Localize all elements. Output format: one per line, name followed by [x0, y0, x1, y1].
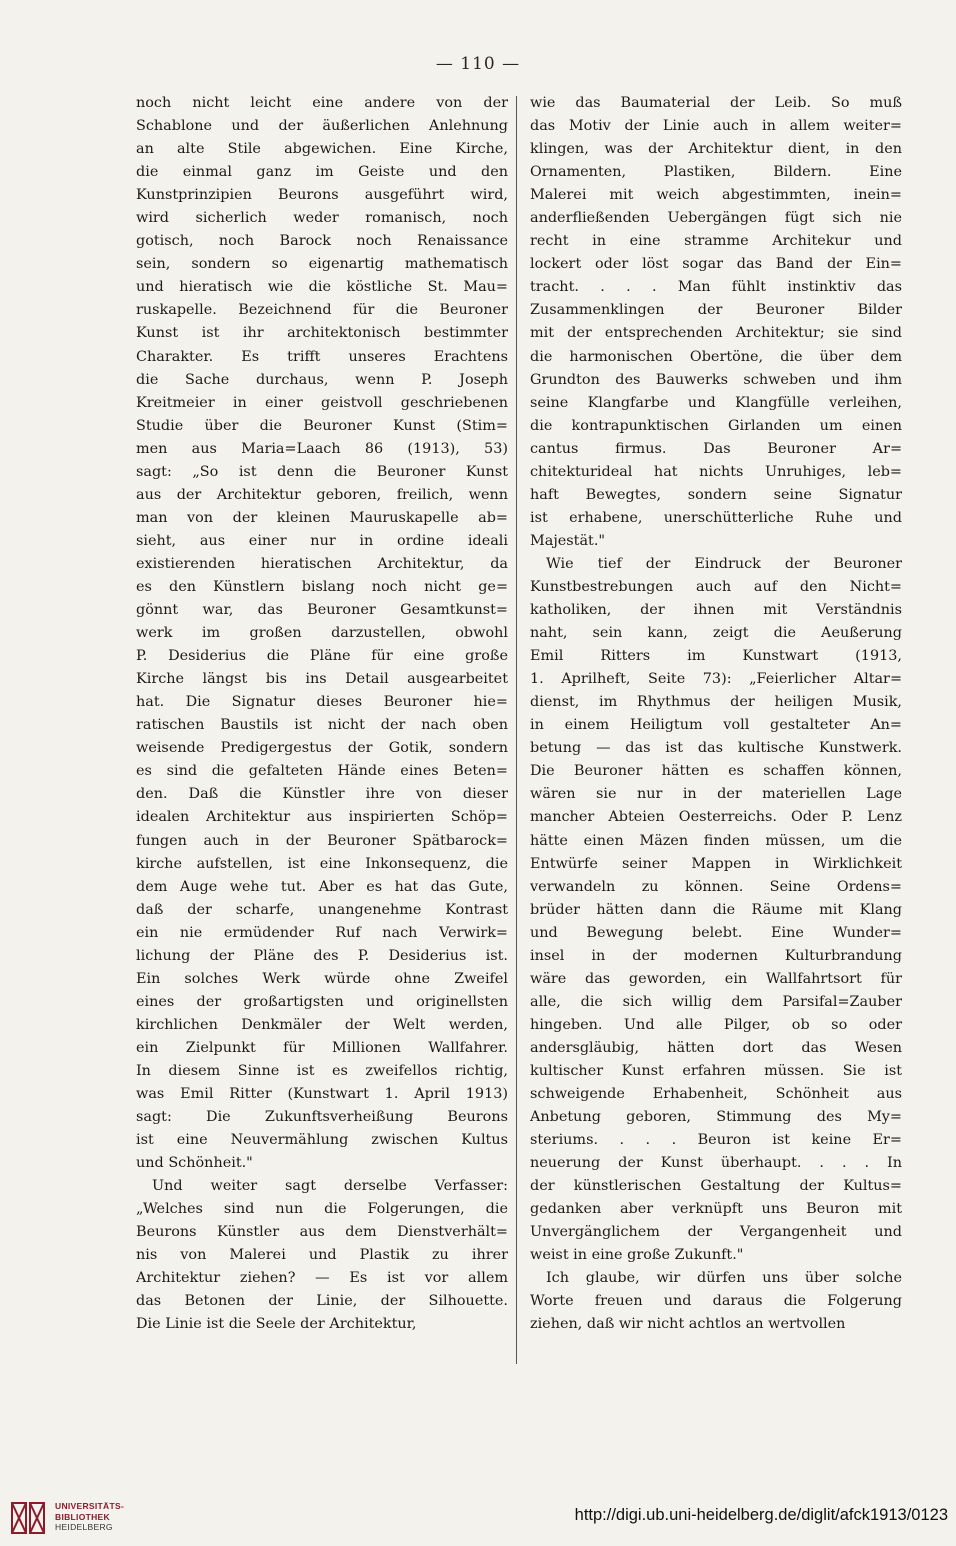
- text-line: P. Desiderius die Pläne für eine große: [136, 648, 508, 665]
- text-line: Kunst ist ihr architektonisch bestimmter: [136, 325, 508, 342]
- text-line: idealen Architektur aus inspirierten Schöp=: [136, 809, 508, 826]
- text-line: men aus Maria=Laach 86 (1913), 53): [136, 440, 508, 457]
- text-line: In diesem Sinne ist es zweifellos richtig,: [136, 1062, 508, 1079]
- text-line: naht, sein kann, zeigt die Aeußerung: [530, 625, 902, 642]
- text-line: die kontrapunktischen Girlanden um einen: [530, 417, 902, 434]
- text-line: die Sache durchaus, wenn P. Joseph: [136, 371, 508, 388]
- text-line: Entwürfe seiner Mappen in Wirklichkeit: [530, 855, 902, 872]
- text-line: Unvergänglichem der Vergangenheit und: [530, 1224, 902, 1241]
- text-line: aus der Architektur geboren, freilich, wenn: [136, 486, 508, 503]
- text-line: hingeben. Und alle Pilger, ob so oder: [530, 1016, 902, 1033]
- text-line: Wie tief der Eindruck der Beuroner: [546, 555, 902, 572]
- text-line: Kunstprinzipien Beurons ausgeführt wird,: [136, 187, 508, 204]
- text-line: kirche aufstellen, ist eine Inkonsequenz, die: [136, 855, 508, 872]
- source-url[interactable]: http://digi.ub.uni-heidelberg.de/diglit/afck1913/0123: [574, 1506, 948, 1524]
- text-line: wie das Baumaterial der Leib. So muß: [530, 95, 902, 111]
- text-line: wären sie nur in der materiellen Lage: [530, 786, 902, 803]
- text-line: mancher Abteien Oesterreichs. Oder P. Lenz: [530, 809, 902, 826]
- text-line: ist erhabene, unerschütterliche Ruhe und: [530, 509, 902, 526]
- text-line: Majestät.": [530, 532, 606, 549]
- text-line: ist eine Neuvermählung zwischen Kultus: [136, 1132, 508, 1149]
- text-line: Schablone und der äußerlichen Anlehnung: [136, 118, 508, 135]
- text-line: Ein solches Werk würde ohne Zweifel: [136, 970, 508, 987]
- text-line: und Bewegung belebt. Eine Wunder=: [530, 924, 902, 941]
- text-line: ein Zielpunkt für Millionen Wallfahrer.: [136, 1039, 508, 1056]
- text-line: sieht, aus einer nur in ordine ideali: [136, 532, 508, 549]
- text-line: wäre das geworden, ein Wallfahrtsort für: [530, 970, 902, 987]
- text-line: Die Linie ist die Seele der Architektur,: [136, 1316, 417, 1333]
- text-line: Zusammenklingen der Beuroner Bilder: [530, 302, 902, 319]
- text-line: Kreitmeier in einer geistvoll geschriebenen: [136, 394, 508, 411]
- text-line: und Schönheit.": [136, 1155, 253, 1172]
- text-line: was Emil Ritter (Kunstwart 1. April 1913): [136, 1086, 508, 1103]
- text-line: ziehen, daß wir nicht achtlos an wertvollen: [530, 1316, 846, 1333]
- text-line: Kirche längst bis ins Detail ausgearbeitet: [136, 671, 508, 688]
- text-line: kirchlichen Denkmäler der Welt werden,: [136, 1016, 508, 1033]
- text-line: haft Bewegtes, sondern seine Signatur: [530, 486, 902, 503]
- right-text-column: [530, 92, 902, 1337]
- text-line: dienst, im Rhythmus der heiligen Musik,: [530, 694, 902, 711]
- text-line: verwandeln zu können. Seine Ordens=: [530, 878, 902, 895]
- text-line: hat. Die Signatur dieses Beuroner hie=: [136, 694, 508, 711]
- text-line: Anbetung geboren, Stimmung des My=: [530, 1109, 902, 1126]
- text-line: es den Künstlern bislang noch nicht ge=: [136, 578, 508, 595]
- text-line: ruskapelle. Bezeichnend für die Beuroner: [136, 302, 508, 319]
- text-line: lichung der Pläne des P. Desiderius ist.: [136, 947, 508, 964]
- text-line: die einmal ganz im Geiste und den: [136, 164, 508, 181]
- text-line: „Welches sind nun die Folgerungen, die: [136, 1201, 508, 1218]
- text-line: chitekturideal hat nichts Unruhiges, leb=: [530, 463, 902, 480]
- text-line: steriums. . . . Beuron ist keine Er=: [530, 1132, 902, 1149]
- text-line: fungen auch in der Beuroner Spätbarock=: [136, 832, 508, 849]
- library-name-line1: UNIVERSITÄTS-: [55, 1501, 125, 1511]
- text-line: recht in eine stramme Architekur und: [530, 233, 902, 250]
- text-line: lockert oder löst sogar das Band der Ein=: [530, 256, 902, 273]
- text-line: das Motiv der Linie auch in allem weiter=: [530, 118, 902, 135]
- text-line: cantus firmus. Das Beuroner Ar=: [530, 440, 902, 457]
- text-line: andersgläubig, hätten dort das Wesen: [530, 1039, 902, 1056]
- text-line: Und weiter sagt derselbe Verfasser:: [152, 1178, 508, 1195]
- text-line: seine Klangfarbe und Klangfülle verleihen,: [530, 394, 902, 411]
- text-line: gönnt war, das Beuroner Gesamtkunst=: [136, 602, 508, 619]
- text-line: Grundton des Bauwerks schweben und ihm: [530, 371, 902, 388]
- page-footer: [0, 1488, 956, 1546]
- text-line: ratischen Baustils ist nicht der nach oben: [136, 717, 508, 734]
- text-line: katholiken, der ihnen mit Verständnis: [530, 602, 902, 619]
- library-seal-icon: [10, 1500, 50, 1536]
- text-line: in einem Heiligtum voll gestalteter An=: [530, 717, 902, 734]
- text-line: wird sicherlich weder romanisch, noch: [136, 210, 508, 227]
- text-line: Emil Ritters im Kunstwart (1913,: [530, 648, 902, 665]
- text-line: die harmonischen Obertöne, die über dem: [530, 348, 902, 365]
- text-line: 1. Aprilheft, Seite 73): „Feierlicher Altar=: [530, 671, 902, 688]
- text-line: der künstlerischen Gestaltung der Kultus=: [530, 1178, 902, 1195]
- text-line: klingen, was der Architektur dient, in den: [530, 141, 902, 158]
- page-number: — 110 —: [435, 54, 521, 74]
- text-line: weist in eine große Zukunft.": [530, 1247, 744, 1264]
- text-line: tracht. . . . Man fühlt instinktiv das: [530, 279, 902, 296]
- library-name-line2: BIBLIOTHEK: [55, 1511, 110, 1522]
- text-line: sein, sondern so eigenartig mathematisch: [136, 256, 508, 273]
- left-text-column: [136, 92, 508, 1337]
- text-line: neuerung der Kunst überhaupt. . . . In: [530, 1155, 902, 1172]
- text-line: brüder hätten dann die Räume mit Klang: [530, 901, 902, 918]
- text-line: sagt: Die Zukunftsverheißung Beurons: [136, 1109, 508, 1126]
- text-line: insel in der modernen Kulturbrandung: [530, 947, 902, 964]
- library-name: [55, 1501, 124, 1533]
- text-line: sagt: „So ist denn die Beuroner Kunst: [136, 463, 508, 480]
- text-line: weisende Predigergestus der Gotik, sondern: [136, 740, 508, 757]
- text-line: Worte freuen und daraus die Folgerung: [530, 1293, 902, 1310]
- text-line: gedanken aber verknüpft uns Beuron mit: [530, 1201, 902, 1218]
- text-line: es sind die gefalteten Hände eines Beten=: [136, 763, 508, 780]
- text-line: und hieratisch wie die köstliche St. Mau=: [136, 279, 508, 296]
- text-line: mit der entsprechenden Architektur; sie sind: [530, 325, 902, 342]
- text-line: Ornamenten, Plastiken, Bildern. Eine: [530, 164, 902, 181]
- text-line: Beurons Künstler aus dem Dienstverhält=: [136, 1224, 508, 1241]
- text-line: das Betonen der Linie, der Silhouette.: [136, 1293, 508, 1310]
- text-line: werk im großen darzustellen, obwohl: [136, 625, 508, 642]
- text-line: anderfließenden Uebergängen fügt sich nie: [530, 210, 902, 227]
- text-line: Studie über die Beuroner Kunst (Stim=: [136, 417, 508, 434]
- text-line: nis von Malerei und Plastik zu ihrer: [136, 1247, 508, 1264]
- text-line: eines der großartigsten und originellsten: [136, 993, 508, 1010]
- text-line: Ich glaube, wir dürfen uns über solche: [546, 1270, 902, 1287]
- text-line: hätte einen Mäzen finden müssen, um die: [530, 832, 902, 849]
- text-line: daß der scharfe, unangenehme Kontrast: [136, 901, 508, 918]
- text-line: ein nie ermüdender Ruf nach Verwirk=: [136, 924, 508, 941]
- text-line: Kunstbestrebungen auch auf den Nicht=: [530, 578, 902, 595]
- text-line: betung — das ist das kultische Kunstwerk.: [530, 740, 902, 757]
- text-line: gotisch, noch Barock noch Renaissance: [136, 233, 508, 250]
- text-line: man von der kleinen Mauruskapelle ab=: [136, 509, 508, 526]
- text-line: noch nicht leicht eine andere von der: [136, 95, 508, 111]
- column-divider: [516, 96, 517, 1364]
- text-line: den. Daß die Künstler ihre von dieser: [136, 786, 508, 803]
- text-line: an alte Stile abgewichen. Eine Kirche,: [136, 141, 508, 158]
- text-line: schweigende Erhabenheit, Schönheit aus: [530, 1086, 902, 1103]
- text-line: dem Auge wehe tut. Aber es hat das Gute,: [136, 878, 508, 895]
- text-line: Malerei mit weich abgestimmten, inein=: [530, 187, 902, 204]
- library-name-line3: HEIDELBERG: [55, 1522, 113, 1532]
- text-line: Die Beuroner hätten es schaffen können,: [530, 763, 902, 780]
- text-line: kultischer Kunst erfahren müssen. Sie ist: [530, 1062, 902, 1079]
- text-line: Charakter. Es trifft unseres Erachtens: [136, 348, 508, 365]
- text-line: Architektur ziehen? — Es ist vor allem: [136, 1270, 508, 1287]
- text-line: existierenden hieratischen Architektur, da: [136, 555, 508, 572]
- text-line: alle, die sich willig dem Parsifal=Zauber: [530, 993, 902, 1010]
